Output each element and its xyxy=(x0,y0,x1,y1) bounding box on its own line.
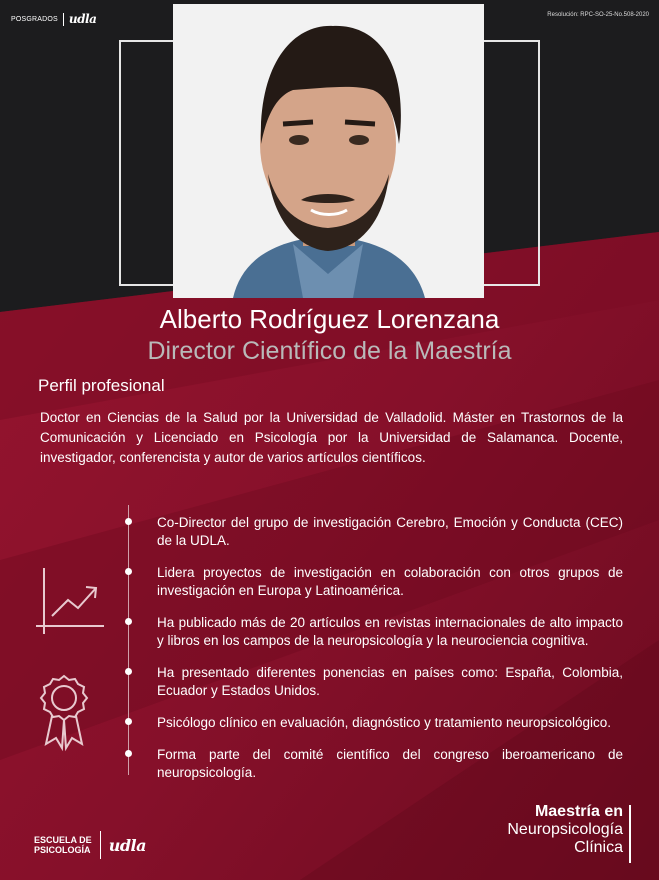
section-title: Perfil profesional xyxy=(38,376,165,395)
bullet-dot xyxy=(125,518,132,525)
list-item-text: Forma parte del comité científico del congreso iberoamericano de neuropsicología. xyxy=(157,747,623,780)
school-line-1: ESCUELA DE xyxy=(34,835,92,845)
timeline-line xyxy=(128,505,129,775)
bullet-dot xyxy=(125,618,132,625)
school-logo xyxy=(34,831,146,859)
list-item-text: Ha presentado diferentes ponencias en países como: España, Colombia, Ecuador y Estados Unidos. xyxy=(157,665,623,698)
bullet-dot xyxy=(125,568,132,575)
list-item-text: Psicólogo clínico en evaluación, diagnóstico y tratamiento neuropsicológico. xyxy=(157,715,612,730)
divider xyxy=(100,831,101,859)
highlights-list xyxy=(157,514,623,796)
program-name xyxy=(507,803,631,863)
udla-logo: udla xyxy=(108,835,146,855)
list-item xyxy=(157,714,623,732)
list-item-text: Lidera proyectos de investigación en colaboración con otros grupos de investigación en Europa y Latinoamérica. xyxy=(157,565,623,598)
program-title xyxy=(507,803,623,863)
brand-label: POSGRADOS xyxy=(11,15,58,23)
program-line-1: Maestría en xyxy=(534,803,623,820)
list-item-text: Ha publicado más de 20 artículos en revistas internacionales de alto impacto y libros en los campos de la neuropsicología y la neurociencia cognitiva. xyxy=(157,615,623,648)
list-item xyxy=(157,614,623,650)
bullet-dot xyxy=(125,718,132,725)
program-line-2: Neuropsicología xyxy=(507,821,623,838)
divider xyxy=(629,805,631,863)
bullet-dot xyxy=(125,668,132,675)
growth-chart-icon xyxy=(34,560,106,636)
list-item xyxy=(157,564,623,600)
portrait-photo xyxy=(173,4,484,298)
bullet-dot xyxy=(125,750,132,757)
school-name xyxy=(34,835,92,855)
award-ribbon-icon xyxy=(38,674,90,752)
list-item xyxy=(157,664,623,700)
school-line-2: PSICOLOGÍA xyxy=(34,845,91,855)
person-name: Alberto Rodríguez Lorenzana xyxy=(159,304,500,334)
udla-logo: udla xyxy=(68,12,97,26)
brand-header xyxy=(11,12,96,26)
profile-summary: Doctor en Ciencias de la Salud por la Universidad de Valladolid. Máster en Trastornos de la Comunicación y Licenciado en Psicología por la Universidad de Salamanca. Docente, investigador, conferencista y autor de varios artículos científicos. xyxy=(40,410,623,465)
resolution-text: Resolución: RPC-SO-25-No.508-2020 xyxy=(547,12,649,18)
person-role: Director Científico de la Maestría xyxy=(147,337,512,365)
list-item-text: Co-Director del grupo de investigación Cerebro, Emoción y Conducta (CEC) de la UDLA. xyxy=(157,515,623,548)
program-line-3: Clínica xyxy=(574,839,623,856)
divider xyxy=(63,13,64,26)
list-item xyxy=(157,746,623,782)
list-item xyxy=(157,514,623,550)
